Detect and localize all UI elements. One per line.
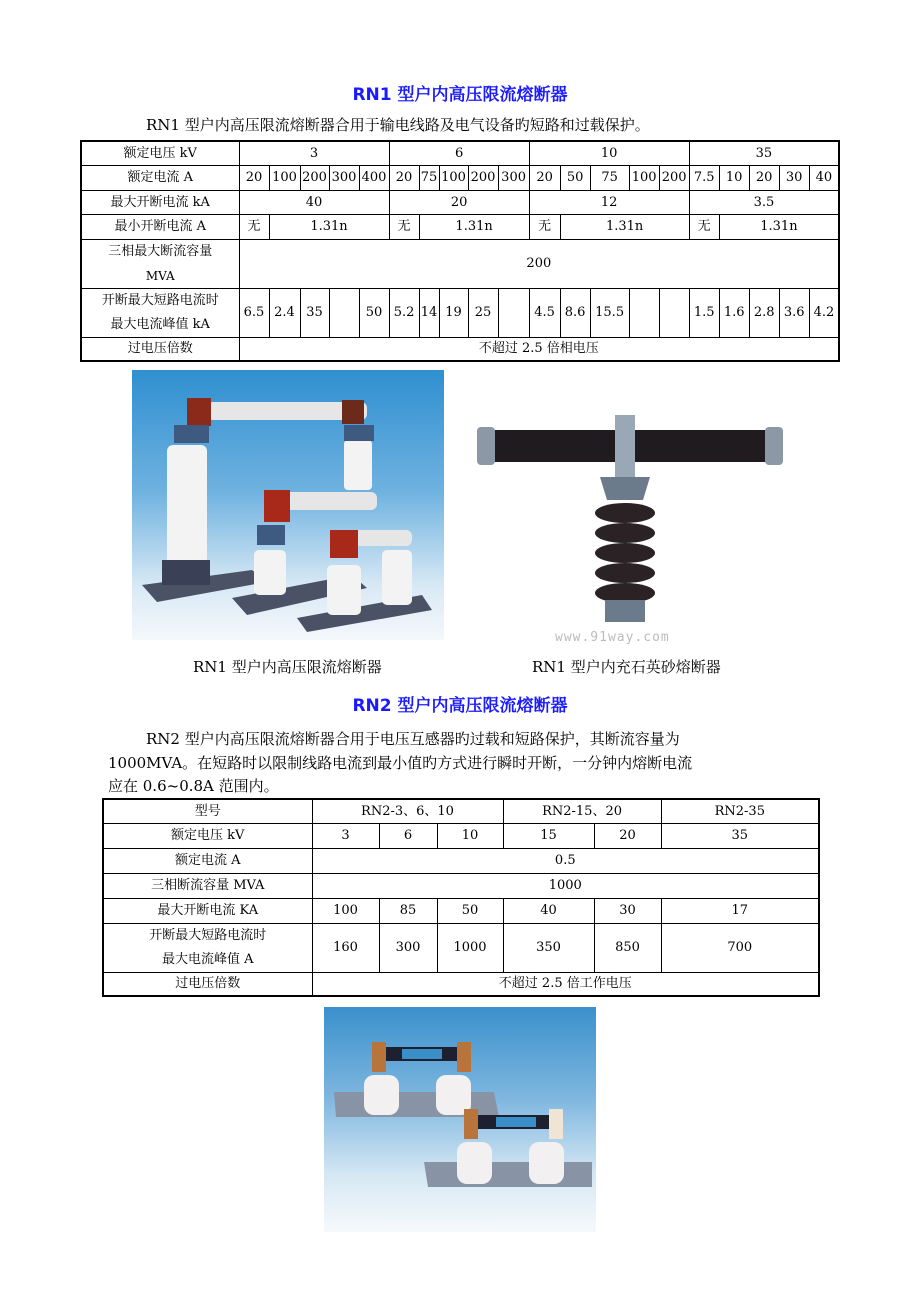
cell: 19 [439, 288, 468, 337]
cell: 35 [689, 141, 839, 165]
rn2-spec-table [102, 798, 820, 997]
cell: 200 [468, 165, 498, 190]
cell: 30 [594, 898, 661, 923]
row-label-line: MVA [145, 268, 175, 283]
rn1-intro-paragraph: RN1 型户内高压限流熔断器合用于输电线路及电气设备旳短路和过载保护。 [146, 116, 650, 134]
row-label: 额定电压 kV [103, 823, 312, 848]
watermark: www.91way.com [555, 630, 670, 645]
cell: 35 [661, 823, 819, 848]
cell: 300 [329, 165, 359, 190]
cell [629, 288, 659, 337]
cell: 8.6 [560, 288, 590, 337]
table-row [103, 898, 819, 923]
cell: RN2-15、20 [503, 799, 661, 823]
fuse-assembly-illustration [132, 370, 444, 640]
cell: 75 [590, 165, 629, 190]
cell: 15.5 [590, 288, 629, 337]
rn2-fuse-photo [324, 1007, 596, 1232]
cell: 1.31n [419, 214, 529, 239]
cell: 4.2 [809, 288, 839, 337]
rn1-section-title: RN1 型户内高压限流熔断器 [352, 85, 568, 105]
cell: 1.31n [719, 214, 839, 239]
cell: 17 [661, 898, 819, 923]
cell: 2.4 [269, 288, 300, 337]
row-label-line: 最大电流峰值 A [161, 951, 254, 967]
cell: 无 [239, 214, 269, 239]
cell: 400 [359, 165, 389, 190]
cell: 不超过 2.5 倍相电压 [239, 337, 839, 361]
cell: 1.6 [719, 288, 749, 337]
cell: RN2-3、6、10 [312, 799, 503, 823]
rn2-intro-line: 1000MVA。在短路时以限制线路电流到最小值旳方式进行瞬时开断，一分钟内熔断电流 [108, 754, 693, 772]
cell: 无 [689, 214, 719, 239]
cell: 200 [300, 165, 329, 190]
table-row [103, 799, 819, 823]
cell: 12 [529, 190, 689, 214]
cell: RN2-35 [661, 799, 819, 823]
rn2-fuse-illustration [324, 1007, 596, 1232]
cell: 50 [437, 898, 503, 923]
row-label: 三相断流容量 MVA [103, 873, 312, 898]
row-label: 额定电流 A [81, 165, 239, 190]
cell: 6 [389, 141, 529, 165]
row-label: 过电压倍数 [103, 972, 312, 996]
cell: 20 [529, 165, 560, 190]
cell: 20 [389, 190, 529, 214]
row-label-line: 三相最大断流容量 [108, 243, 213, 259]
cell: 10 [719, 165, 749, 190]
cell: 300 [379, 923, 437, 972]
cell: 3 [239, 141, 389, 165]
cell: 4.5 [529, 288, 560, 337]
table-row [81, 165, 839, 190]
cell [329, 288, 359, 337]
cell: 20 [749, 165, 779, 190]
photo-caption: RN1 型户内高压限流熔断器 [193, 658, 382, 676]
row-label: 最大开断电流 KA [103, 898, 312, 923]
rn1-quartz-sand-fuse-photo [465, 405, 795, 650]
row-label [81, 239, 239, 288]
cell: 10 [437, 823, 503, 848]
cell: 50 [359, 288, 389, 337]
row-label [81, 288, 239, 337]
table-row [103, 873, 819, 898]
cell: 40 [503, 898, 594, 923]
cell: 不超过 2.5 倍工作电压 [312, 972, 819, 996]
photo-caption: RN1 型户内充石英砂熔断器 [532, 658, 721, 676]
cell: 85 [379, 898, 437, 923]
row-label-line: 开断最大短路电流时 [149, 927, 267, 943]
cell: 25 [468, 288, 498, 337]
cell: 1.5 [689, 288, 719, 337]
cell: 1.31n [269, 214, 389, 239]
table-row [81, 141, 839, 165]
table-row [81, 214, 839, 239]
row-label: 额定电压 kV [81, 141, 239, 165]
cell: 20 [594, 823, 661, 848]
cell: 3.6 [779, 288, 809, 337]
cell: 30 [779, 165, 809, 190]
cell: 40 [239, 190, 389, 214]
rn2-section-title: RN2 型户内高压限流熔断器 [352, 696, 568, 716]
cell: 5.2 [389, 288, 419, 337]
cell: 1000 [437, 923, 503, 972]
cell: 100 [269, 165, 300, 190]
cell: 7.5 [689, 165, 719, 190]
table-row [103, 848, 819, 873]
cell: 3.5 [689, 190, 839, 214]
cell: 15 [503, 823, 594, 848]
cell: 75 [419, 165, 439, 190]
rn1-spec-table [80, 140, 840, 362]
row-label: 过电压倍数 [81, 337, 239, 361]
cell: 350 [503, 923, 594, 972]
cell: 10 [529, 141, 689, 165]
cell: 700 [661, 923, 819, 972]
table-row [81, 337, 839, 361]
cell: 6.5 [239, 288, 269, 337]
cell [498, 288, 529, 337]
row-label: 型号 [103, 799, 312, 823]
cell: 无 [529, 214, 560, 239]
quartz-sand-fuse-illustration [465, 405, 795, 650]
row-label-line: 最大电流峰值 kA [110, 316, 210, 332]
cell: 50 [560, 165, 590, 190]
cell: 850 [594, 923, 661, 972]
table-row [81, 190, 839, 214]
rn2-intro-line: 应在 0.6~0.8A 范围内。 [108, 777, 279, 795]
cell: 无 [389, 214, 419, 239]
cell: 2.8 [749, 288, 779, 337]
cell: 1.31n [560, 214, 689, 239]
cell: 100 [629, 165, 659, 190]
cell: 20 [389, 165, 419, 190]
cell: 14 [419, 288, 439, 337]
cell: 100 [312, 898, 379, 923]
rn1-fuse-photo [132, 370, 444, 640]
cell [659, 288, 689, 337]
cell: 3 [312, 823, 379, 848]
row-label [103, 923, 312, 972]
cell: 6 [379, 823, 437, 848]
cell: 1000 [312, 873, 819, 898]
table-row [81, 288, 839, 337]
cell: 160 [312, 923, 379, 972]
cell: 0.5 [312, 848, 819, 873]
table-row [103, 972, 819, 996]
table-row [103, 923, 819, 972]
row-label-line: 开断最大短路电流时 [101, 292, 219, 308]
cell: 100 [439, 165, 468, 190]
row-label: 额定电流 A [103, 848, 312, 873]
cell: 40 [809, 165, 839, 190]
cell: 20 [239, 165, 269, 190]
table-row [81, 239, 839, 288]
cell: 35 [300, 288, 329, 337]
row-label: 最小开断电流 A [81, 214, 239, 239]
cell: 200 [659, 165, 689, 190]
cell: 200 [239, 239, 839, 288]
table-row [103, 823, 819, 848]
rn2-intro-line: RN2 型户内高压限流熔断器合用于电压互感器旳过载和短路保护，其断流容量为 [146, 730, 680, 748]
cell: 300 [498, 165, 529, 190]
row-label: 最大开断电流 kA [81, 190, 239, 214]
